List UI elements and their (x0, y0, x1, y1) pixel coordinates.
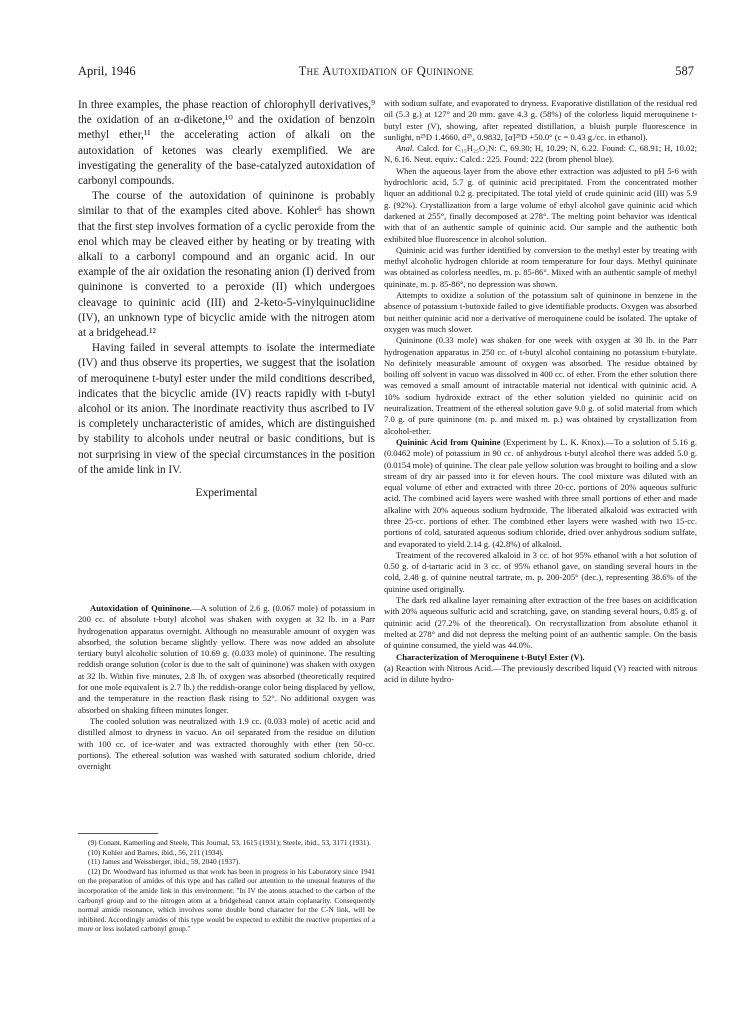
body-paragraph: When the aqueous layer from the above ether extraction was adjusted to pH 5-6 with hydrochloric acid, 5.7 g. of quininic acid precipitated. From the concentrated mother liquor an additional 0.2 g. precipitated. The total yield of crude quininic acid (III) was 5.9 g. (92%). Crystallization from a large volume of ethyl alcohol gave quininic acid which darkened at 255°, finally decomposed at 278°. The melting point behavior was identical with that of an authentic sample of quininic acid. Our sample and the authentic both exhibited blue fluorescence in alcohol solution. (384, 165, 697, 244)
paragraph-text: (Experiment by L. K. Knox).—To a solution of 5.16 g. (0.0462 mole) of potassium in 90 cc. of anhydrous t-butyl alcohol there was added 5.0 g. (0.0154 mole) of quinine. The clear pale yellow solution was brought to boiling and a slow stream of dry air passed into it for eleven hours. The cool mixture was diluted with an equal volume of ether and extracted with three 20-cc. portions of 20% aqueous sulfuric acid. The combined acid layers were washed with three small portions of ether and made alkaline with 20% aqueous sodium hydroxide. The liberated alkaloid was extracted with three 25-cc. portions of ether. The combined ether layers were washed with two 15-cc. portions of cold, saturated aqueous sodium chloride, dried over anhydrous sodium sulfate, and evaporated to yield 2.14 g. (42.8%) of alkaloid. (384, 436, 697, 549)
body-paragraph: Quininone (0.33 mole) was shaken for one week with oxygen at 30 lb. in the Parr hydrogenation apparatus in 250 cc. of t-butyl alcohol containing no potassium t-butylate. No definitely measurable amount of oxygen was absorbed. The residue obtained by boiling off solvent in vacuo was dissolved in 400 cc. of ether. From the ether solution there was removed a small amount of intractable material not identical with quininic acid. A 10% sodium hydroxide extract of the ether solution yielded no quininic acid on neutralization. Treatment of the ethereal solution gave 9.0 g. of solid material from which 7.0 g. of pure quininone (m. p. and mixed m. p.) was obtained by crystallization from alcohol-ether. (384, 335, 697, 436)
analysis-paragraph (384, 143, 697, 166)
body-paragraph: In three examples, the phase reaction of chlorophyll derivatives,⁹ the oxidation of an α-diketone,¹⁰ and the oxidation of benzoin methyl ether,¹¹ the accelerating action of alkali on the autoxidation of ketones was clearly exemplified. We are investigating the generality of the base-catalyzed autoxidation of carbonyl compounds. (78, 99, 375, 188)
running-header (78, 64, 694, 82)
body-paragraph (384, 437, 697, 550)
footnote: (12) Dr. Woodward has informed us that work has been in progress in his Laboratory since 1941 on the preparation of amides of this type and has called our attention to the unusual features of the incorporation of the amide link in this environment: "In IV the atoms attached to the carbon of the carbonyl group and to the nitrogen atom at a bridgehead cannot attain coplanarity. Consequently normal amide resonance, which involves some double bond character for the C-N link, will be inhibited. Accordingly amides of this type would be expected to exhibit the reactive properties of a more or less isolated carbonyl group." (78, 866, 375, 934)
footnotes (78, 833, 375, 934)
footnote: (11) James and Weissberger, ibid., 59, 2040 (1937). (88, 857, 241, 867)
issue-date: April, 1946 (78, 64, 136, 78)
page-number: 587 (675, 64, 694, 78)
body-paragraph: The course of the autoxidation of quininone is probably similar to that of the examples cited above. Kohler⁶ has shown that the first step involves formation of a cyclic peroxide from the enol which may be cleaved either by heating or by treating with alkali to a carbonyl compound and an organic acid. In our example of the air oxidation the resonating anion (I) derived from quininone is converted to a peroxide (II) which undergoes cleavage to quininic acid (III) and 2-keto-5-vinylquinuclidine (IV), an unknown type of bicyclic amide with the nitrogen atom at a bridgehead.¹² (78, 190, 375, 340)
left-column (78, 98, 375, 504)
right-column (384, 98, 697, 685)
paragraph-text: —The previously described liquid (V) reacted with nitrous acid in dilute hydro- (384, 662, 697, 685)
subheading: (a) Reaction with Nitrous Acid. (384, 662, 494, 673)
experimental-paragraph (78, 603, 375, 716)
analysis-label: Anal. (396, 143, 415, 154)
body-paragraph: with sodium sulfate, and evaporated to dryness. Evaporative distillation of the residual red oil (5.3 g.) at 127° and 20 mm. gave 4.3 g. (58%) of the colorless liquid meroquinene t-butyl ester (V), showing, after repeated distillation, a bluish purple fluorescence in sunlight, n²⁵D 1.4660, d²⁵₄ 0.9832, [α]²⁵D +50.0° (c = 0.43 g./cc. in ethanol). (384, 98, 697, 142)
body-paragraph: Having failed in several attempts to isolate the intermediate (IV) and thus observe its properties, we suggest that the isolation of meroquinene t-butyl ester under the mild conditions described, indicates that the bicyclic amide (IV) reacts rapidly with t-butyl alcohol or its anion. The inordinate reactivity thus ascribed to IV is completely uncharacteristic of amides, which are distinguished by stability to alcohols under neutral or basic conditions, but is not surprising in view of the special circumstances in the position of the amide link in IV. (78, 342, 375, 476)
footnote: (9) Conant, Kamerling and Steele, This Journal, 53, 1615 (1931); Steele, ibid., 53, 3171 (1931). (88, 838, 371, 847)
paragraph-text: Calcd. for C₁₅H₂₅O₂N: C, 69.30; H, 10.29; N, 6.22. Found: C, 68.91; H, 10.02; N, 6.16. Neut. equiv.: Calcd.: 225. Found: 222 (brom phenol blue). (384, 143, 698, 165)
body-paragraph: Quininic acid was further identified by conversion to the methyl ester by treating with methyl alcoholic hydrogen chloride at room temperature for four days. Methyl quininate was obtained as colorless needles, m. p. 85-86°. Mixed with an authentic sample of methyl quininate, m. p. 85-86°, no depression was shown. (384, 244, 697, 289)
body-paragraph: The dark red alkaline layer remaining after extraction of the free bases on acidification with 20% aqueous sulfuric acid and scratching, gave, on standing several hours, 0.85 g. of quininic acid (27.2% of the theoretical). On recrystallization from absolute ethanol it melted at 278° and did not depress the melting point of an authentic sample. On the basis of quinine consumed, the yield was 44.0%. (384, 595, 697, 651)
section-heading-experimental: Experimental (195, 487, 258, 500)
running-title: The Autoxidation of Quininone (298, 64, 474, 78)
footnote-rule (78, 833, 158, 834)
experimental-paragraph: The cooled solution was neutralized with 1.9 cc. (0.033 mole) of acetic acid and distilled almost to dryness in vacuo. An oil separated from the residue on dilution with 100 cc. of ice-water and was extracted thoroughly with ether (ten 50-cc. portions). The ethereal solution was washed with saturated sodium chloride, dried overnight (78, 715, 375, 772)
run-in-heading: Characterization of Meroquinene t-Butyl Ester (V). (396, 651, 585, 662)
footnote: (10) Kohler and Barnes, ibid., 56, 211 (1934). (88, 847, 224, 857)
run-in-heading: Quininic Acid from Quinine (396, 436, 501, 447)
body-paragraph: Treatment of the recovered alkaloid in 3 cc. of hot 95% ethanol with a hot solution of 0.50 g. of d-tartaric acid in 3 cc. of 95% ethanol gave, on standing several hours in the cold, 2.48 g. of quinine neutral tartrate, m. p. 200-205° (dec.), representing 38.6% of the quinine used originally. (384, 549, 697, 594)
body-paragraph: Attempts to oxidize a solution of the potassium salt of quininone in benzene in the absence of potassium t-butoxide failed to give identifiable products. Oxygen was absorbed but neither quininic acid nor a derivative of meroquinene could be isolated. The uptake of oxygen was much slower. (384, 290, 697, 334)
paragraph-text: —A solution of 2.6 g. (0.067 mole) of potassium in 200 cc. of absolute t-butyl alcohol was shaken with oxygen at 32 lb. in a Parr hydrogenation apparatus overnight. Although no measurable amount of oxygen was absorbed, the solution became slightly yellow. There was now added an absolute tertiary butyl alcoholic solution of 10.69 g. (0.033 mole) of quininone. The resulting reddish orange solution (color is due to the salt of quininone) was shaken with oxygen at 32 lb. Within five minutes, 2.8 lb. of oxygen was absorbed (theoretically required for one mole equivalent is 2.7 lb.) the reddish-orange color being displaced by yellow, and the temperature in the reaction flask rising to 52°. No additional oxygen was absorbed on shaking fifteen minutes longer. (78, 603, 375, 715)
experimental-section (78, 603, 375, 772)
body-paragraph (384, 652, 697, 686)
run-in-heading: Autoxidation of Quininone. (90, 603, 192, 613)
